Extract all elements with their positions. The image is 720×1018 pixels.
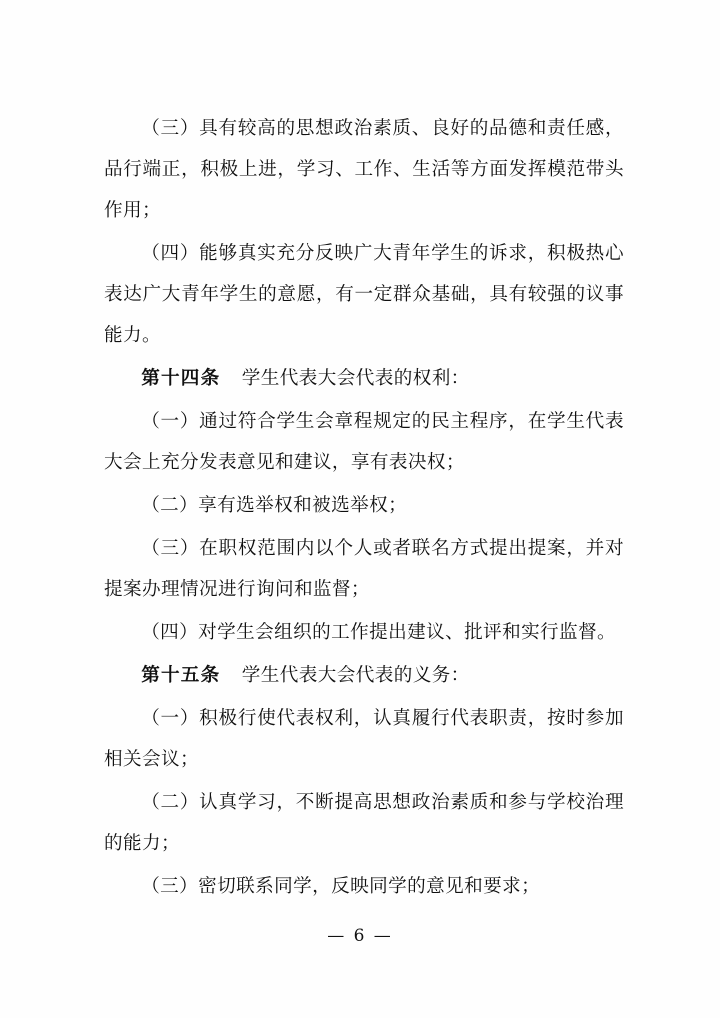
list-item: （四）能够真实充分反映广大青年学生的诉求，积极热心表达广大青年学生的意愿，有一定群众基础，具有较强的议事能力。 <box>104 243 624 346</box>
list-item: （三）具有较高的思想政治素质、良好的品德和责任感，品行端正，积极上进，学习、工作、生活等方面发挥模范带头作用； <box>104 118 624 221</box>
article-title-text: 学生代表大会代表的权利： <box>241 368 470 389</box>
article-heading <box>104 358 624 399</box>
list-item: （一）积极行使代表权利，认真履行代表职责，按时参加相关会议； <box>104 708 624 770</box>
list-item: （四）对学生会组织的工作提出建议、批评和实行监督。 <box>141 622 617 643</box>
article-number-label: 第十五条 <box>141 665 221 686</box>
list-item: （二）认真学习，不断提高思想政治素质和参与学校治理的能力； <box>104 792 624 854</box>
article-title-text: 学生代表大会代表的义务： <box>241 665 470 686</box>
list-item: （三）密切联系同学，反映同学的意见和要求； <box>141 876 541 897</box>
article-heading <box>104 655 624 696</box>
article-number-label: 第十四条 <box>141 368 221 389</box>
document-body <box>104 108 624 907</box>
list-item: （三）在职权范围内以个人或者联名方式提出提案，并对提案办理情况进行询问和监督； <box>104 538 624 600</box>
list-item: （二）享有选举权和被选举权； <box>141 495 408 516</box>
list-item: （一）通过符合学生会章程规定的民主程序，在学生代表大会上充分发表意见和建议，享有表决权； <box>104 411 624 473</box>
page-number: — 6 — <box>327 926 393 946</box>
